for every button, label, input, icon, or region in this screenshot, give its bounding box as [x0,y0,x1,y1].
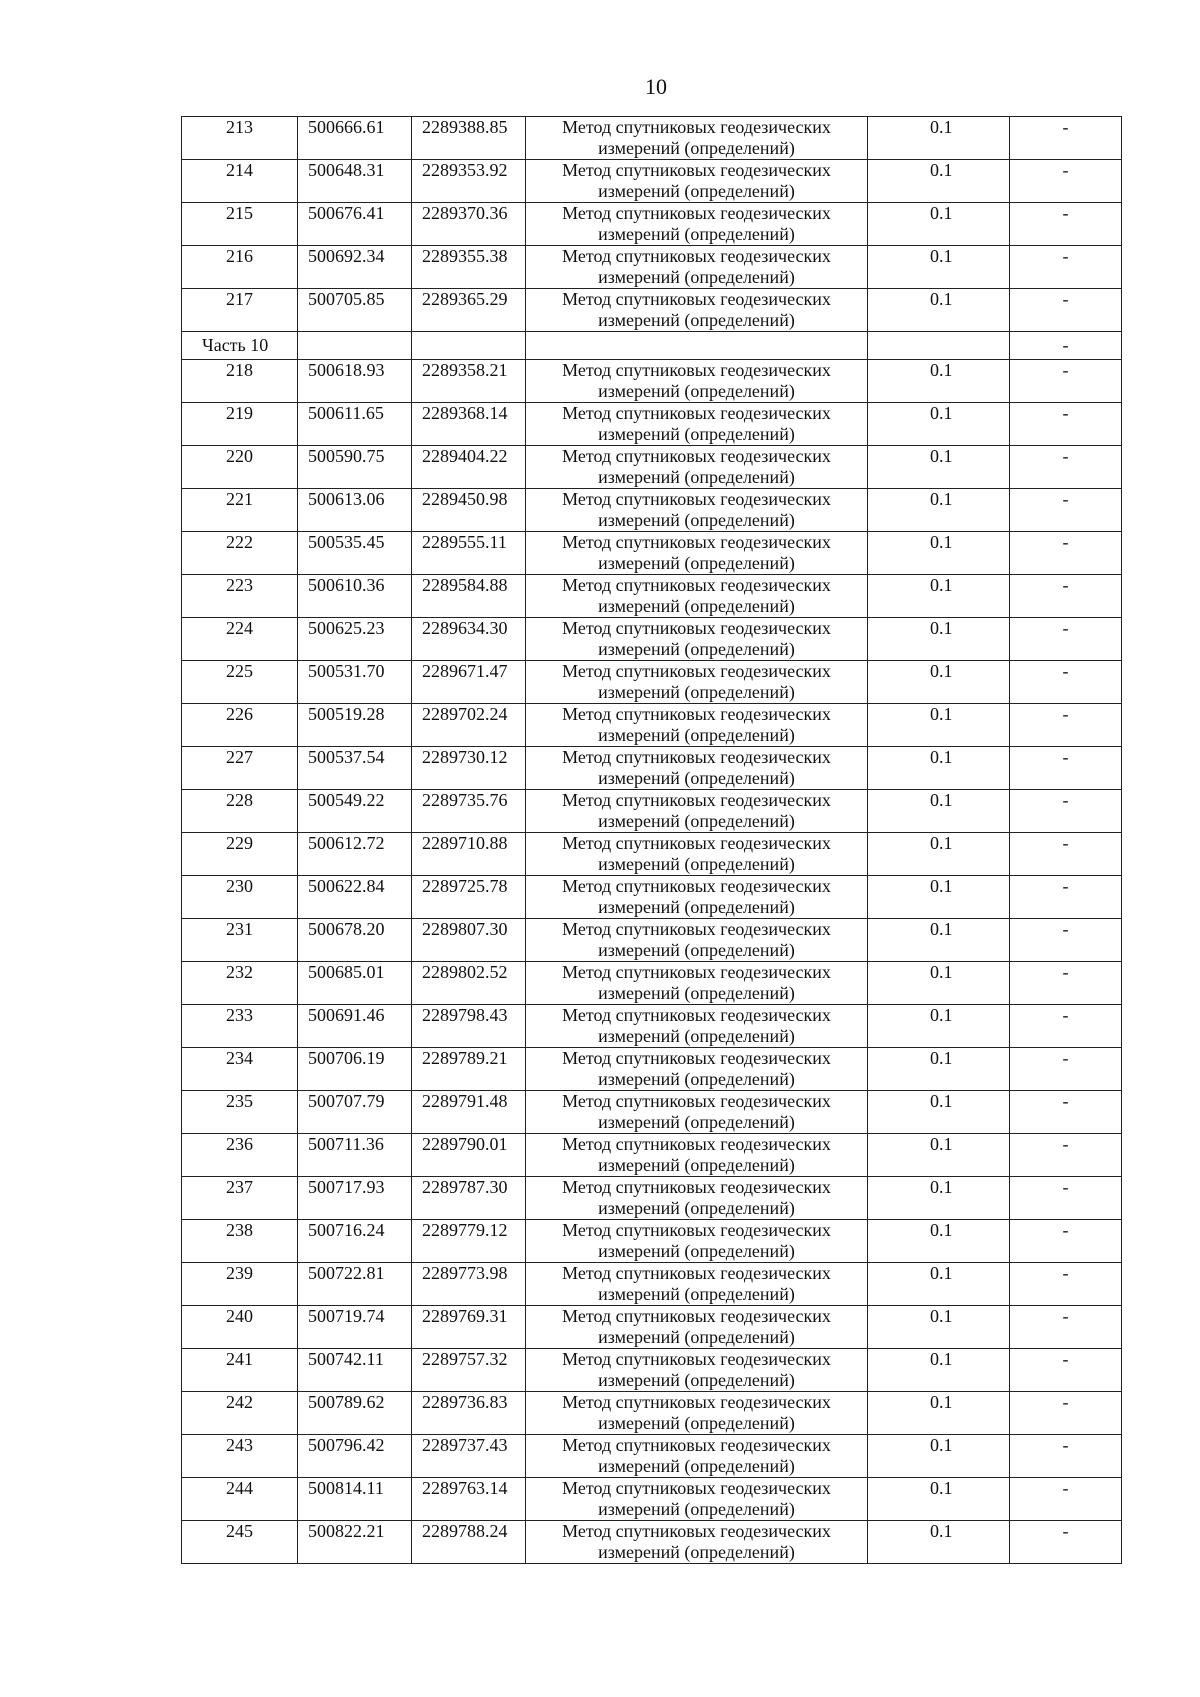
table-row [182,1091,1122,1134]
point-number-cell: 240 [182,1306,298,1349]
table-row [182,246,1122,289]
y-coordinate-cell: 2289773.98 [412,1263,526,1306]
accuracy-cell: 0.1 [868,403,1010,446]
coordinates-table-body [182,117,1122,1564]
table-row [182,446,1122,489]
x-coordinate-cell: 500531.70 [298,661,412,704]
y-coordinate-cell: 2289555.11 [412,532,526,575]
accuracy-cell: 0.1 [868,1134,1010,1177]
method-cell: Метод спутниковых геодезических измерений (определений) [526,446,868,489]
x-coordinate-cell: 500706.19 [298,1048,412,1091]
part-row [182,332,1122,360]
description-cell: - [1010,1263,1122,1306]
method-cell: Метод спутниковых геодезических измерений (определений) [526,532,868,575]
table-row [182,1134,1122,1177]
y-coordinate-cell: 2289355.38 [412,246,526,289]
accuracy-cell: 0.1 [868,1349,1010,1392]
x-coordinate-cell: 500612.72 [298,833,412,876]
point-number-cell: 218 [182,360,298,403]
method-cell: Метод спутниковых геодезических измерений (определений) [526,1177,868,1220]
y-coordinate-cell: 2289769.31 [412,1306,526,1349]
x-coordinate-cell: 500716.24 [298,1220,412,1263]
point-number-cell: 238 [182,1220,298,1263]
accuracy-cell: 0.1 [868,876,1010,919]
description-cell: - [1010,575,1122,618]
accuracy-cell: 0.1 [868,704,1010,747]
y-coordinate-cell: 2289736.83 [412,1392,526,1435]
x-coordinate-cell: 500789.62 [298,1392,412,1435]
method-cell: Метод спутниковых геодезических измерений (определений) [526,1435,868,1478]
method-cell: Метод спутниковых геодезических измерений (определений) [526,575,868,618]
description-cell: - [1010,704,1122,747]
table-row [182,1435,1122,1478]
x-coordinate-cell: 500519.28 [298,704,412,747]
description-cell: - [1010,1306,1122,1349]
x-coordinate-cell: 500822.21 [298,1521,412,1564]
x-coordinate-cell: 500711.36 [298,1134,412,1177]
x-coordinate-cell: 500625.23 [298,618,412,661]
y-coordinate-cell: 2289368.14 [412,403,526,446]
method-cell: Метод спутниковых геодезических измерений (определений) [526,1263,868,1306]
y-coordinate-cell: 2289388.85 [412,117,526,160]
x-coordinate-cell: 500691.46 [298,1005,412,1048]
x-coordinate-cell: 500666.61 [298,117,412,160]
accuracy-cell: 0.1 [868,1091,1010,1134]
table-row [182,1048,1122,1091]
point-number-cell: 231 [182,919,298,962]
description-cell: - [1010,962,1122,1005]
x-coordinate-cell: 500722.81 [298,1263,412,1306]
accuracy-cell: 0.1 [868,289,1010,332]
x-coordinate-cell: 500796.42 [298,1435,412,1478]
method-cell: Метод спутниковых геодезических измерений (определений) [526,1091,868,1134]
point-number-cell: 232 [182,962,298,1005]
coordinates-table [181,116,1122,1564]
x-coordinate-cell: 500685.01 [298,962,412,1005]
x-coordinate-cell: 500719.74 [298,1306,412,1349]
description-cell: - [1010,1478,1122,1521]
y-coordinate-cell: 2289798.43 [412,1005,526,1048]
point-number-cell: 235 [182,1091,298,1134]
point-number-cell: 223 [182,575,298,618]
description-cell: - [1010,117,1122,160]
table-row [182,747,1122,790]
description-cell: - [1010,747,1122,790]
description-cell: - [1010,289,1122,332]
y-coordinate-cell: 2289787.30 [412,1177,526,1220]
description-cell: - [1010,919,1122,962]
accuracy-cell: 0.1 [868,1263,1010,1306]
point-number-cell: 221 [182,489,298,532]
accuracy-cell: 0.1 [868,962,1010,1005]
empty-cell [868,332,1010,360]
table-row [182,1392,1122,1435]
y-coordinate-cell: 2289807.30 [412,919,526,962]
point-number-cell: 227 [182,747,298,790]
description-cell: - [1010,618,1122,661]
accuracy-cell: 0.1 [868,833,1010,876]
y-coordinate-cell: 2289634.30 [412,618,526,661]
description-cell: - [1010,876,1122,919]
y-coordinate-cell: 2289358.21 [412,360,526,403]
accuracy-cell: 0.1 [868,1177,1010,1220]
y-coordinate-cell: 2289671.47 [412,661,526,704]
accuracy-cell: 0.1 [868,489,1010,532]
x-coordinate-cell: 500676.41 [298,203,412,246]
method-cell: Метод спутниковых геодезических измерений (определений) [526,246,868,289]
accuracy-cell: 0.1 [868,1005,1010,1048]
table-row [182,1005,1122,1048]
x-coordinate-cell: 500648.31 [298,160,412,203]
table-row [182,833,1122,876]
x-coordinate-cell: 500613.06 [298,489,412,532]
method-cell: Метод спутниковых геодезических измерений (определений) [526,618,868,661]
empty-cell [412,332,526,360]
point-number-cell: 242 [182,1392,298,1435]
table-row [182,117,1122,160]
method-cell: Метод спутниковых геодезических измерений (определений) [526,160,868,203]
x-coordinate-cell: 500611.65 [298,403,412,446]
table-row [182,360,1122,403]
description-cell: - [1010,446,1122,489]
method-cell: Метод спутниковых геодезических измерений (определений) [526,1521,868,1564]
description-cell: - [1010,246,1122,289]
accuracy-cell: 0.1 [868,661,1010,704]
page-number: 10 [645,74,667,99]
point-number-cell: 229 [182,833,298,876]
description-cell: - [1010,1091,1122,1134]
y-coordinate-cell: 2289788.24 [412,1521,526,1564]
table-row [182,704,1122,747]
point-number-cell: 214 [182,160,298,203]
accuracy-cell: 0.1 [868,575,1010,618]
x-coordinate-cell: 500814.11 [298,1478,412,1521]
method-cell: Метод спутниковых геодезических измерений (определений) [526,962,868,1005]
method-cell: Метод спутниковых геодезических измерений (определений) [526,876,868,919]
description-cell: - [1010,1134,1122,1177]
table-row [182,1521,1122,1564]
x-coordinate-cell: 500535.45 [298,532,412,575]
description-cell: - [1010,1435,1122,1478]
method-cell: Метод спутниковых геодезических измерений (определений) [526,661,868,704]
description-cell: - [1010,1220,1122,1263]
empty-cell [298,332,412,360]
table-row [182,876,1122,919]
method-cell: Метод спутниковых геодезических измерений (определений) [526,1134,868,1177]
description-cell: - [1010,160,1122,203]
description-cell: - [1010,489,1122,532]
y-coordinate-cell: 2289802.52 [412,962,526,1005]
method-cell: Метод спутниковых геодезических измерений (определений) [526,489,868,532]
description-cell: - [1010,203,1122,246]
accuracy-cell: 0.1 [868,1435,1010,1478]
x-coordinate-cell: 500590.75 [298,446,412,489]
method-cell: Метод спутниковых геодезических измерений (определений) [526,360,868,403]
description-cell: - [1010,1521,1122,1564]
point-number-cell: 230 [182,876,298,919]
x-coordinate-cell: 500678.20 [298,919,412,962]
method-cell: Метод спутниковых геодезических измерений (определений) [526,203,868,246]
description-cell: - [1010,1177,1122,1220]
method-cell: Метод спутниковых геодезических измерений (определений) [526,117,868,160]
description-cell: - [1010,1349,1122,1392]
x-coordinate-cell: 500537.54 [298,747,412,790]
x-coordinate-cell: 500618.93 [298,360,412,403]
description-cell: - [1010,1392,1122,1435]
x-coordinate-cell: 500717.93 [298,1177,412,1220]
y-coordinate-cell: 2289725.78 [412,876,526,919]
point-number-cell: 239 [182,1263,298,1306]
method-cell: Метод спутниковых геодезических измерений (определений) [526,1392,868,1435]
method-cell: Метод спутниковых геодезических измерений (определений) [526,833,868,876]
table-row [182,1306,1122,1349]
point-number-cell: 233 [182,1005,298,1048]
point-number-cell: 228 [182,790,298,833]
point-number-cell: 224 [182,618,298,661]
x-coordinate-cell: 500742.11 [298,1349,412,1392]
point-number-cell: 216 [182,246,298,289]
table-row [182,532,1122,575]
table-row [182,1220,1122,1263]
description-cell: - [1010,833,1122,876]
table-row [182,1478,1122,1521]
method-cell: Метод спутниковых геодезических измерений (определений) [526,747,868,790]
x-coordinate-cell: 500610.36 [298,575,412,618]
y-coordinate-cell: 2289757.32 [412,1349,526,1392]
method-cell: Метод спутниковых геодезических измерений (определений) [526,1306,868,1349]
accuracy-cell: 0.1 [868,618,1010,661]
part-label-cell: Часть 10 [182,332,298,360]
accuracy-cell: 0.1 [868,1048,1010,1091]
y-coordinate-cell: 2289735.76 [412,790,526,833]
point-number-cell: 222 [182,532,298,575]
point-number-cell: 241 [182,1349,298,1392]
point-number-cell: 245 [182,1521,298,1564]
method-cell: Метод спутниковых геодезических измерений (определений) [526,1048,868,1091]
x-coordinate-cell: 500707.79 [298,1091,412,1134]
y-coordinate-cell: 2289791.48 [412,1091,526,1134]
method-cell: Метод спутниковых геодезических измерений (определений) [526,790,868,833]
point-number-cell: 244 [182,1478,298,1521]
table-row [182,160,1122,203]
y-coordinate-cell: 2289730.12 [412,747,526,790]
x-coordinate-cell: 500692.34 [298,246,412,289]
point-number-cell: 220 [182,446,298,489]
accuracy-cell: 0.1 [868,1306,1010,1349]
point-number-cell: 225 [182,661,298,704]
accuracy-cell: 0.1 [868,117,1010,160]
point-number-cell: 219 [182,403,298,446]
accuracy-cell: 0.1 [868,1478,1010,1521]
accuracy-cell: 0.1 [868,747,1010,790]
table-row [182,489,1122,532]
point-number-cell: 236 [182,1134,298,1177]
table-row [182,1177,1122,1220]
point-number-cell: 213 [182,117,298,160]
x-coordinate-cell: 500549.22 [298,790,412,833]
accuracy-cell: 0.1 [868,790,1010,833]
accuracy-cell: 0.1 [868,1392,1010,1435]
table-row [182,1349,1122,1392]
description-cell: - [1010,360,1122,403]
description-cell: - [1010,661,1122,704]
y-coordinate-cell: 2289790.01 [412,1134,526,1177]
description-cell: - [1010,1048,1122,1091]
y-coordinate-cell: 2289779.12 [412,1220,526,1263]
x-coordinate-cell: 500622.84 [298,876,412,919]
method-cell: Метод спутниковых геодезических измерений (определений) [526,1478,868,1521]
table-row [182,203,1122,246]
accuracy-cell: 0.1 [868,446,1010,489]
y-coordinate-cell: 2289702.24 [412,704,526,747]
x-coordinate-cell: 500705.85 [298,289,412,332]
y-coordinate-cell: 2289450.98 [412,489,526,532]
point-number-cell: 215 [182,203,298,246]
y-coordinate-cell: 2289789.21 [412,1048,526,1091]
y-coordinate-cell: 2289353.92 [412,160,526,203]
accuracy-cell: 0.1 [868,160,1010,203]
table-row [182,790,1122,833]
table-row [182,618,1122,661]
accuracy-cell: 0.1 [868,1220,1010,1263]
y-coordinate-cell: 2289763.14 [412,1478,526,1521]
point-number-cell: 217 [182,289,298,332]
y-coordinate-cell: 2289584.88 [412,575,526,618]
point-number-cell: 226 [182,704,298,747]
description-cell: - [1010,332,1122,360]
y-coordinate-cell: 2289365.29 [412,289,526,332]
y-coordinate-cell: 2289404.22 [412,446,526,489]
description-cell: - [1010,1005,1122,1048]
empty-cell [526,332,868,360]
table-row [182,1263,1122,1306]
accuracy-cell: 0.1 [868,532,1010,575]
description-cell: - [1010,790,1122,833]
y-coordinate-cell: 2289710.88 [412,833,526,876]
method-cell: Метод спутниковых геодезических измерений (определений) [526,919,868,962]
point-number-cell: 237 [182,1177,298,1220]
description-cell: - [1010,532,1122,575]
accuracy-cell: 0.1 [868,246,1010,289]
accuracy-cell: 0.1 [868,360,1010,403]
table-row [182,289,1122,332]
method-cell: Метод спутниковых геодезических измерений (определений) [526,289,868,332]
table-row [182,962,1122,1005]
method-cell: Метод спутниковых геодезических измерений (определений) [526,1349,868,1392]
method-cell: Метод спутниковых геодезических измерений (определений) [526,403,868,446]
description-cell: - [1010,403,1122,446]
table-row [182,575,1122,618]
accuracy-cell: 0.1 [868,203,1010,246]
method-cell: Метод спутниковых геодезических измерений (определений) [526,704,868,747]
method-cell: Метод спутниковых геодезических измерений (определений) [526,1005,868,1048]
point-number-cell: 234 [182,1048,298,1091]
y-coordinate-cell: 2289737.43 [412,1435,526,1478]
table-row [182,919,1122,962]
y-coordinate-cell: 2289370.36 [412,203,526,246]
table-row [182,661,1122,704]
point-number-cell: 243 [182,1435,298,1478]
method-cell: Метод спутниковых геодезических измерений (определений) [526,1220,868,1263]
accuracy-cell: 0.1 [868,919,1010,962]
accuracy-cell: 0.1 [868,1521,1010,1564]
table-row [182,403,1122,446]
